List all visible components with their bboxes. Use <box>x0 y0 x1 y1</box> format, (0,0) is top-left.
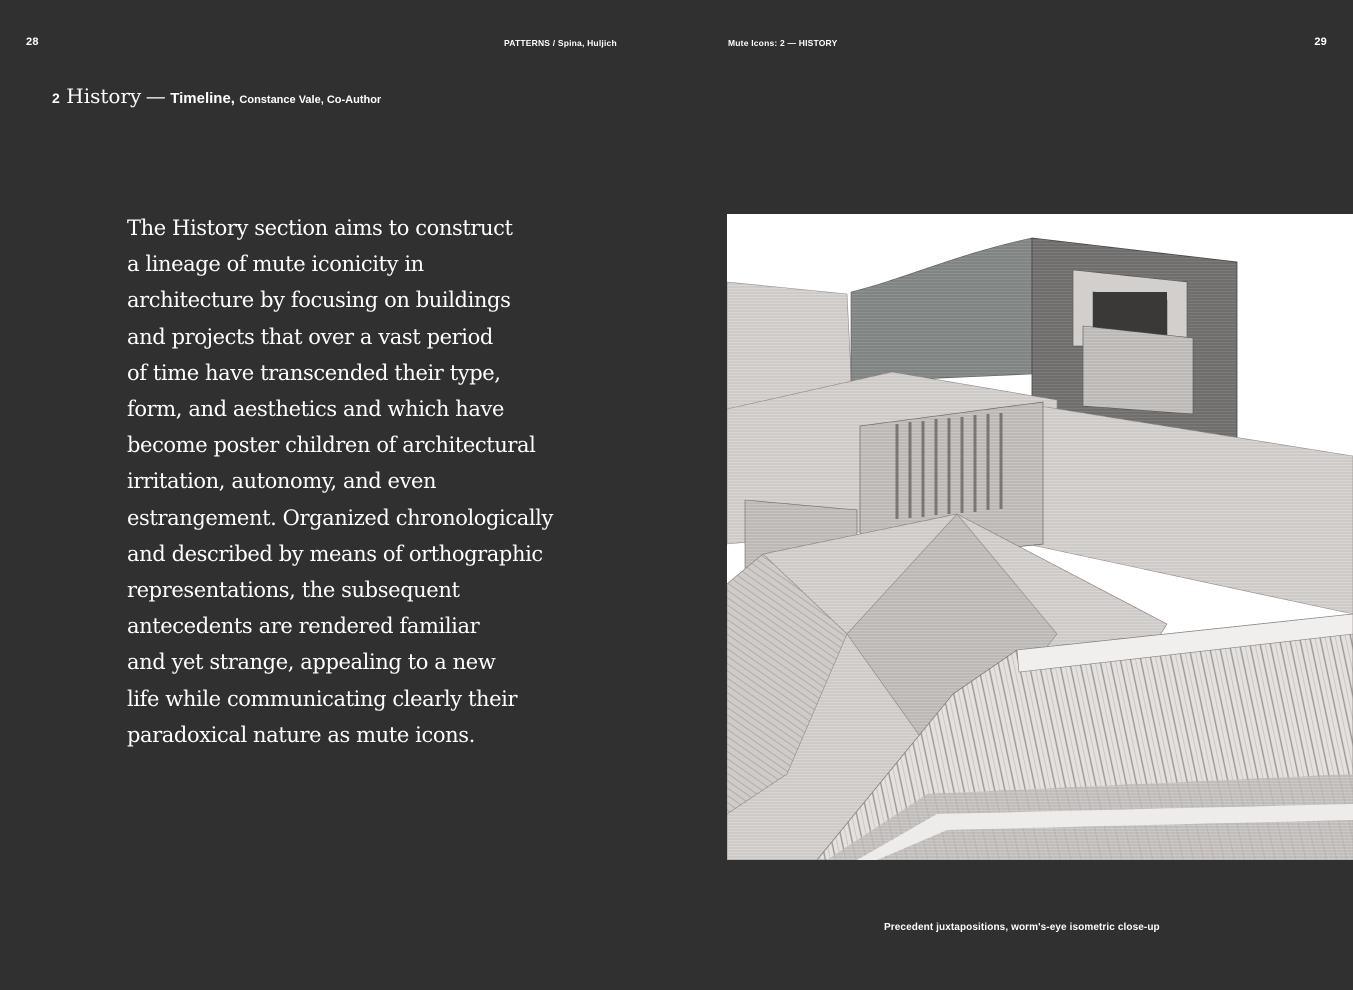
body-line: irritation, autonomy, and even <box>127 469 437 494</box>
body-line: form, and aesthetics and which have <box>127 397 505 422</box>
body-line: become poster children of architectural <box>127 433 536 458</box>
page-number-left: 28 <box>26 36 39 48</box>
body-line: of time have transcended their type, <box>127 360 501 385</box>
body-line: and yet strange, appealing to a new <box>127 650 496 675</box>
body-line: and projects that over a vast period <box>127 324 493 349</box>
section-subtitle: Timeline, <box>170 90 235 107</box>
body-line: paradoxical nature as mute icons. <box>127 722 475 747</box>
section-heading <box>52 84 381 108</box>
section-dash: — <box>145 84 166 108</box>
body-line: The History section aims to construct <box>127 216 513 240</box>
body-line: life while communicating clearly their <box>127 686 518 711</box>
body-line: architecture by focusing on buildings <box>127 288 511 313</box>
running-header-right: Mute Icons: 2 — HISTORY <box>728 38 838 48</box>
running-header-left: PATTERNS / Spina, Huljich <box>504 38 617 48</box>
section-title: History <box>66 84 142 108</box>
body-line: estrangement. Organized chronologically <box>127 505 553 530</box>
page-number-right: 29 <box>1314 36 1327 48</box>
figure-caption: Precedent juxtapositions, worm's-eye isometric close-up <box>884 922 1160 933</box>
section-author: Constance Vale, Co-Author <box>239 94 382 106</box>
body-line: a lineage of mute iconicity in <box>127 252 424 277</box>
section-number: 2 <box>52 90 60 106</box>
architecture-drawing <box>727 214 1353 860</box>
body-line: antecedents are rendered familiar <box>127 614 480 639</box>
body-paragraph <box>127 210 567 753</box>
body-line: and described by means of orthographic <box>127 541 543 566</box>
body-line: representations, the subsequent <box>127 578 460 603</box>
architecture-illustration <box>727 214 1353 860</box>
